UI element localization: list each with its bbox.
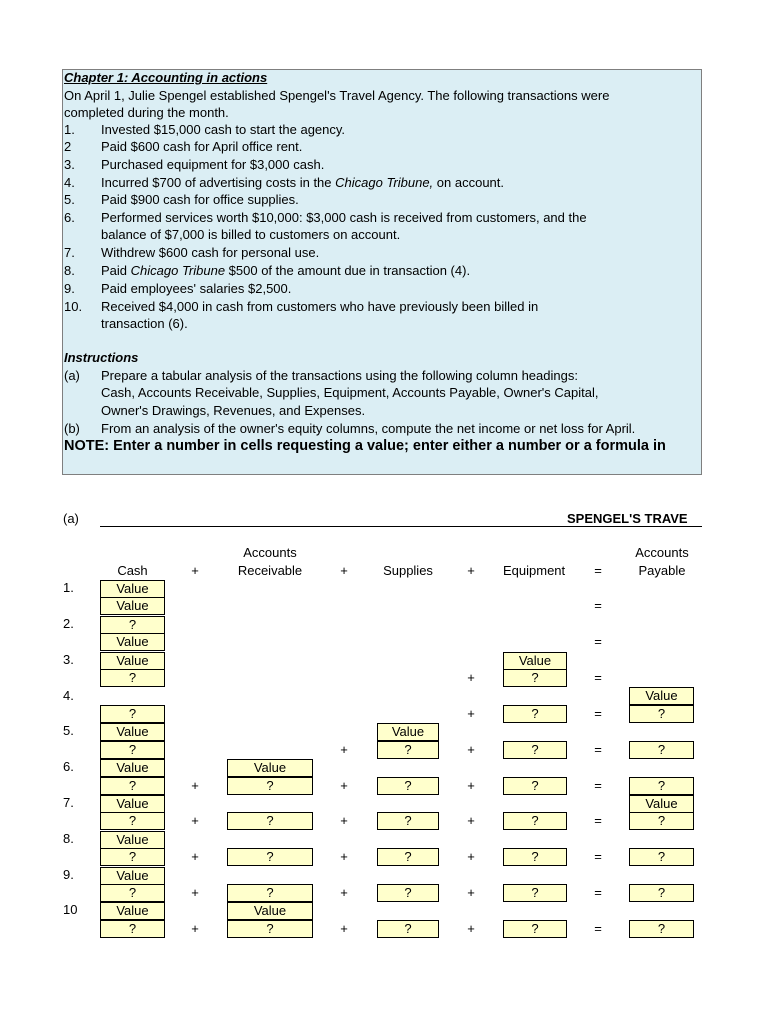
cash-value-input[interactable]: Value bbox=[100, 795, 165, 813]
equipment-balance-input[interactable]: ? bbox=[503, 705, 567, 723]
equals-sign: = bbox=[594, 598, 602, 613]
supplies-balance-input[interactable]: ? bbox=[377, 884, 439, 902]
title-underline bbox=[100, 526, 702, 527]
header-plus: + bbox=[340, 563, 348, 578]
equals-sign: = bbox=[594, 813, 602, 828]
accounts-receivable-value-input[interactable]: Value bbox=[227, 902, 313, 920]
cash-value-input[interactable]: Value bbox=[100, 759, 165, 777]
accounts-payable-balance-input[interactable]: ? bbox=[629, 884, 694, 902]
equals-sign: = bbox=[594, 634, 602, 649]
accounts-payable-balance-input[interactable]: ? bbox=[629, 705, 694, 723]
equals-sign: = bbox=[594, 778, 602, 793]
transaction-number: 7. bbox=[64, 245, 75, 260]
equals-sign: = bbox=[594, 849, 602, 864]
instruction-text: Owner's Drawings, Revenues, and Expenses. bbox=[101, 403, 366, 418]
transaction-text: Paid $900 cash for office supplies. bbox=[101, 192, 299, 207]
transaction-text: Invested $15,000 cash to start the agency. bbox=[101, 122, 346, 137]
row-number: 4. bbox=[63, 688, 74, 703]
header-accounts-payable-line2: Payable bbox=[638, 563, 686, 578]
newspaper-name: Chicago Tribune, bbox=[335, 175, 434, 190]
cash-balance-input[interactable]: ? bbox=[100, 848, 165, 866]
supplies-value-input[interactable]: Value bbox=[377, 723, 439, 741]
transaction-number: 1. bbox=[64, 122, 75, 137]
row-number: 8. bbox=[63, 831, 74, 846]
cash-value-input[interactable]: Value bbox=[100, 723, 165, 741]
header-cash: Cash bbox=[117, 563, 148, 578]
equals-sign: = bbox=[594, 885, 602, 900]
plus-sign: + bbox=[340, 885, 348, 900]
accounts-payable-balance-input[interactable]: ? bbox=[629, 741, 694, 759]
transaction-text bbox=[101, 175, 504, 192]
supplies-balance-input[interactable]: ? bbox=[377, 777, 439, 795]
intro-line-1: On April 1, Julie Spengel established Spengel's Travel Agency. The following transactions were bbox=[64, 88, 610, 103]
supplies-balance-input[interactable]: ? bbox=[377, 920, 439, 938]
accounts-payable-balance-input[interactable]: ? bbox=[629, 777, 694, 795]
plus-sign: + bbox=[340, 921, 348, 936]
equals-sign: = bbox=[594, 921, 602, 936]
accounts-payable-value-input[interactable]: Value bbox=[629, 687, 694, 705]
plus-sign: + bbox=[191, 885, 199, 900]
equipment-balance-input[interactable]: ? bbox=[503, 669, 567, 687]
instruction-label: (a) bbox=[64, 368, 80, 383]
header-plus: + bbox=[191, 563, 199, 578]
supplies-balance-input[interactable]: ? bbox=[377, 741, 439, 759]
transaction-number: 10. bbox=[64, 299, 83, 314]
accounts-receivable-balance-input[interactable]: ? bbox=[227, 848, 313, 866]
header-supplies: Supplies bbox=[383, 563, 433, 578]
cash-balance-input[interactable]: ? bbox=[100, 884, 165, 902]
row-number: 5. bbox=[63, 723, 74, 738]
supplies-balance-input[interactable]: ? bbox=[377, 848, 439, 866]
cash-value-input[interactable]: Value bbox=[100, 580, 165, 598]
cash-balance-input[interactable]: ? bbox=[100, 920, 165, 938]
cash-balance-input[interactable]: ? bbox=[100, 812, 165, 830]
row-number: 7. bbox=[63, 795, 74, 810]
part-a-label: (a) bbox=[63, 511, 79, 526]
transaction-text-part: on account. bbox=[433, 175, 505, 190]
problem-title: Chapter 1: Accounting in actions bbox=[64, 70, 268, 85]
transaction-text: Purchased equipment for $3,000 cash. bbox=[101, 157, 325, 172]
plus-sign: + bbox=[467, 670, 475, 685]
plus-sign: + bbox=[340, 742, 348, 757]
instruction-text: Cash, Accounts Receivable, Supplies, Equipment, Accounts Payable, Owner's Capital, bbox=[101, 385, 599, 400]
instruction-text: From an analysis of the owner's equity columns, compute the net income or net loss for April. bbox=[101, 421, 636, 436]
plus-sign: + bbox=[340, 849, 348, 864]
plus-sign: + bbox=[191, 813, 199, 828]
header-equipment: Equipment bbox=[503, 563, 566, 578]
cash-value-input[interactable]: Value bbox=[100, 867, 165, 885]
intro-line-2: completed during the month. bbox=[64, 105, 229, 120]
accounts-receivable-value-input[interactable]: Value bbox=[227, 759, 313, 777]
equals-sign: = bbox=[594, 706, 602, 721]
transaction-number: 3. bbox=[64, 157, 75, 172]
header-accounts-receivable-line2: Receivable bbox=[237, 563, 303, 578]
row-number: 9. bbox=[63, 867, 74, 882]
plus-sign: + bbox=[467, 813, 475, 828]
instruction-label: (b) bbox=[64, 421, 80, 436]
row-number: 2. bbox=[63, 616, 74, 631]
transaction-number: 8. bbox=[64, 263, 75, 278]
cash-value-input[interactable]: Value bbox=[100, 597, 165, 615]
transaction-text-part: $500 of the amount due in transaction (4). bbox=[225, 263, 471, 278]
transaction-number: 4. bbox=[64, 175, 75, 190]
plus-sign: + bbox=[467, 778, 475, 793]
plus-sign: + bbox=[467, 849, 475, 864]
header-equals: = bbox=[594, 563, 602, 578]
accounts-receivable-balance-input[interactable]: ? bbox=[227, 884, 313, 902]
plus-sign: + bbox=[191, 778, 199, 793]
instructions-heading: Instructions bbox=[64, 350, 139, 365]
equipment-balance-input[interactable]: ? bbox=[503, 777, 567, 795]
cash-balance-input[interactable]: ? bbox=[100, 777, 165, 795]
transaction-number: 5. bbox=[64, 192, 75, 207]
note-text: NOTE: Enter a number in cells requesting a value; enter either a number or a formula in bbox=[64, 438, 666, 454]
equals-sign: = bbox=[594, 742, 602, 757]
instruction-text: Prepare a tabular analysis of the transactions using the following column headings: bbox=[101, 368, 578, 383]
equipment-balance-input[interactable]: ? bbox=[503, 884, 567, 902]
equipment-balance-input[interactable]: ? bbox=[503, 812, 567, 830]
transaction-text bbox=[101, 263, 470, 280]
transaction-text: Withdrew $600 cash for personal use. bbox=[101, 245, 320, 260]
equipment-balance-input[interactable]: ? bbox=[503, 848, 567, 866]
accounts-payable-balance-input[interactable]: ? bbox=[629, 812, 694, 830]
cash-balance-input[interactable]: ? bbox=[100, 616, 165, 634]
plus-sign: + bbox=[340, 778, 348, 793]
cash-balance-input[interactable]: ? bbox=[100, 741, 165, 759]
plus-sign: + bbox=[191, 921, 199, 936]
transaction-text: Paid $600 cash for April office rent. bbox=[101, 139, 303, 154]
plus-sign: + bbox=[340, 813, 348, 828]
cash-balance-input[interactable]: ? bbox=[100, 669, 165, 687]
cash-value-input[interactable]: Value bbox=[100, 652, 165, 670]
row-number: 10 bbox=[63, 902, 78, 917]
equals-sign: = bbox=[594, 670, 602, 685]
accounts-payable-balance-input[interactable]: ? bbox=[629, 848, 694, 866]
equipment-balance-input[interactable]: ? bbox=[503, 741, 567, 759]
plus-sign: + bbox=[467, 885, 475, 900]
transaction-text-continued: balance of $7,000 is billed to customers on account. bbox=[101, 227, 401, 242]
cash-value-input[interactable]: Value bbox=[100, 633, 165, 651]
cash-value-input[interactable]: Value bbox=[100, 831, 165, 849]
supplies-balance-input[interactable]: ? bbox=[377, 812, 439, 830]
transaction-text: Performed services worth $10,000: $3,000 cash is received from customers, and the bbox=[101, 210, 587, 225]
accounts-receivable-balance-input[interactable]: ? bbox=[227, 812, 313, 830]
header-accounts-receivable-line1: Accounts bbox=[243, 545, 297, 560]
company-title: SPENGEL'S TRAVE bbox=[567, 511, 688, 526]
plus-sign: + bbox=[467, 706, 475, 721]
transaction-number: 2 bbox=[64, 139, 72, 154]
transaction-number: 9. bbox=[64, 281, 75, 296]
plus-sign: + bbox=[191, 849, 199, 864]
header-accounts-payable-line1: Accounts bbox=[635, 545, 689, 560]
transaction-text: Received $4,000 in cash from customers who have previously been billed in bbox=[101, 299, 539, 314]
accounts-receivable-balance-input[interactable]: ? bbox=[227, 920, 313, 938]
transaction-text-continued: transaction (6). bbox=[101, 316, 188, 331]
equipment-balance-input[interactable]: ? bbox=[503, 920, 567, 938]
header-plus: + bbox=[467, 563, 475, 578]
plus-sign: + bbox=[467, 742, 475, 757]
transaction-text: Paid employees' salaries $2,500. bbox=[101, 281, 292, 296]
transaction-number: 6. bbox=[64, 210, 75, 225]
row-number: 6. bbox=[63, 759, 74, 774]
cash-value-input[interactable]: Value bbox=[100, 902, 165, 920]
transaction-text-part: Incurred $700 of advertising costs in the bbox=[101, 175, 336, 190]
accounts-payable-balance-input[interactable]: ? bbox=[629, 920, 694, 938]
transaction-text-part: Paid bbox=[101, 263, 131, 278]
equipment-value-input[interactable]: Value bbox=[503, 652, 567, 670]
cash-balance-input[interactable]: ? bbox=[100, 705, 165, 723]
row-number: 1. bbox=[63, 580, 74, 595]
plus-sign: + bbox=[467, 921, 475, 936]
accounts-payable-value-input[interactable]: Value bbox=[629, 795, 694, 813]
accounts-receivable-balance-input[interactable]: ? bbox=[227, 777, 313, 795]
row-number: 3. bbox=[63, 652, 74, 667]
newspaper-name: Chicago Tribune bbox=[130, 263, 226, 278]
